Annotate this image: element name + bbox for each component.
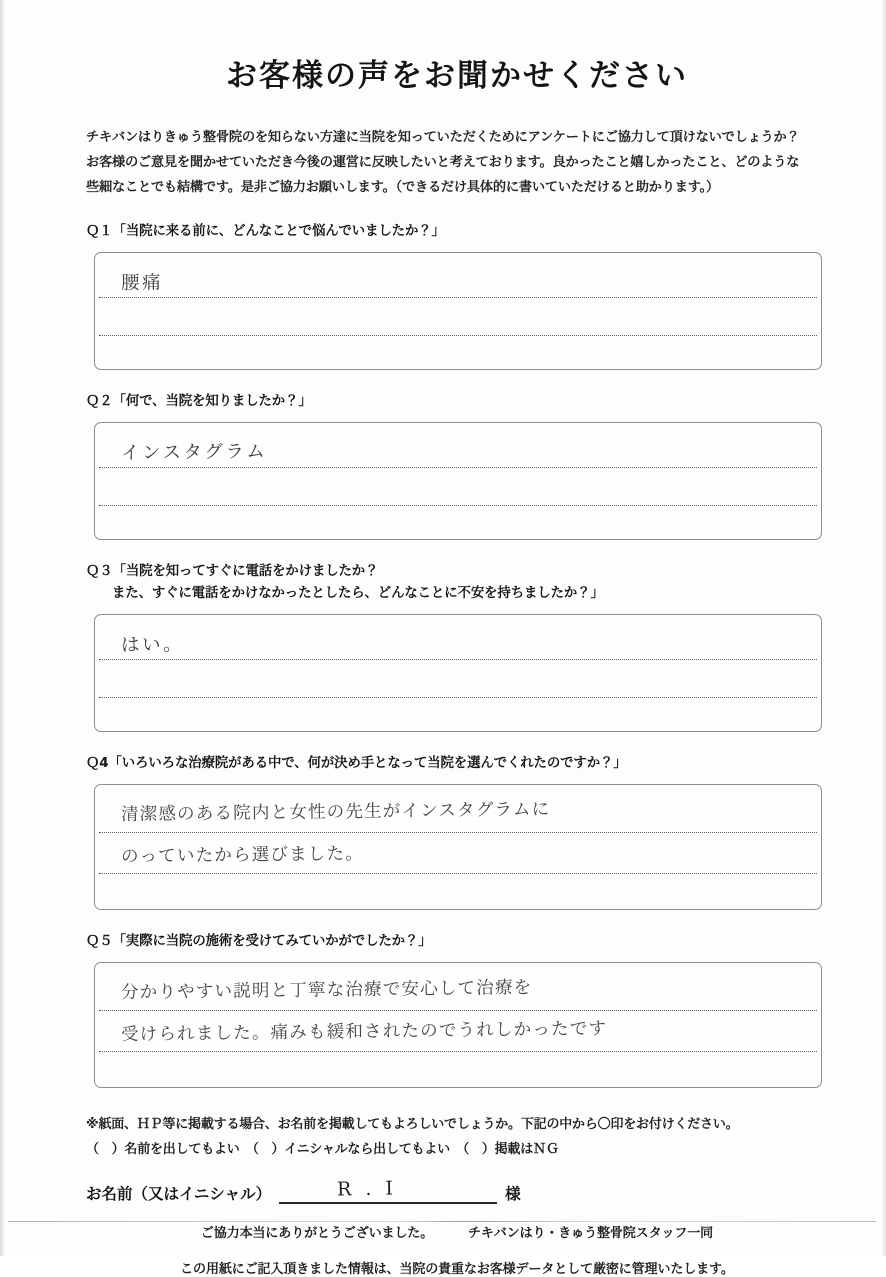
writing-rule <box>99 873 817 874</box>
consent-line-1: ※紙面、ＨＰ等に掲載する場合、お名前を掲載してもよろしいでしょうか。下記の中から〇印をお付けください。 <box>86 1117 739 1132</box>
writing-rule <box>99 335 817 336</box>
question-label-q3 <box>86 561 828 605</box>
handwritten-answer-q5-line1: 分かりやすい説明と丁寧な治療で安心して治療を <box>120 977 533 1003</box>
name-field-label: お名前（又はイニシャル） <box>86 1185 272 1203</box>
clinic-staff-signature: チキバンはり・きゅう整骨院スタッフ一同 <box>467 1226 714 1241</box>
name-field-suffix: 様 <box>505 1185 521 1203</box>
question-label-q5: Ｑ５「実際に当院の施術を受けてみていかがでしたか？」 <box>86 934 432 949</box>
question-label-q2: Ｑ２「何で、当院を知りましたか？」 <box>86 394 312 409</box>
question-label-q3-line1: Ｑ３「当院を知ってすぐに電話をかけましたか？ <box>86 564 379 579</box>
intro-paragraph <box>86 125 828 200</box>
question-label-q1: Ｑ１「当院に来る前に、どんなことで悩んでいましたか？」 <box>86 224 445 239</box>
handwritten-answer-q3-line2 <box>121 665 807 673</box>
scan-artifact-line <box>8 1221 876 1222</box>
question-label-q3-line2: また、すぐに電話をかけなかったとしたら、どんなことに不安を持ちましたか？」 <box>112 586 604 601</box>
name-row <box>86 1176 828 1204</box>
intro-line-2: お客様のご意見を聞かせていただき今後の運営に反映したいと考えております。良かったこと嬉しかったこと、どのような <box>86 155 800 170</box>
scan-edge-right <box>881 0 886 1256</box>
handwritten-answer-q1-line1: 腰痛 <box>120 272 164 294</box>
answer-box-q1[interactable] <box>94 252 822 370</box>
handwritten-answer-q2-line2 <box>121 473 807 481</box>
question-block-q2 <box>86 391 828 540</box>
handwritten-answer-q5-line2: 受けられました。痛みも緩和されたのでうれしかったです <box>120 1019 608 1045</box>
writing-rule <box>99 659 817 660</box>
answer-box-q5[interactable] <box>94 962 822 1088</box>
intro-line-3: 些細なことでも結構です。是非ご協力お願いします。（できるだけ具体的に書いていただけると助かります。） <box>86 180 720 195</box>
privacy-notice: この用紙にご記入頂きました情報は、当院の貴重なお客様データとして厳密に管理いたします。 <box>180 1262 734 1277</box>
answer-box-q2[interactable] <box>94 422 822 540</box>
handwritten-name-value: R . I <box>336 1177 398 1201</box>
writing-rule <box>99 832 817 833</box>
scan-edge-left <box>0 0 5 1256</box>
writing-rule <box>99 1051 817 1052</box>
consent-options[interactable]: （ ）名前を出してもよい （ ）イニシャルなら出してもよい （ ）掲載はＮＧ <box>86 1142 559 1157</box>
handwritten-answer-q3-line1: はい。 <box>120 634 185 656</box>
writing-rule <box>99 505 817 506</box>
question-label-q4: Ｑ4「いろいろな治療院がある中で、何が決め手となって当院を選んでくれたのですか？」 <box>86 756 627 771</box>
answer-box-q3[interactable] <box>94 614 822 732</box>
handwritten-answer-q4-line2: のっていたから選びました。 <box>120 844 365 867</box>
writing-rule <box>99 467 817 468</box>
question-block-q5 <box>86 931 828 1088</box>
writing-rule <box>99 697 817 698</box>
handwritten-answer-q1-line2 <box>121 303 807 311</box>
form-content <box>86 0 828 1277</box>
writing-rule <box>99 1010 817 1011</box>
question-block-q1 <box>86 221 828 370</box>
handwritten-answer-q4-line1: 清潔感のある院内と女性の先生がインスタグラムに <box>120 799 551 825</box>
question-block-q3 <box>86 561 828 732</box>
intro-line-1: チキバンはりきゅう整骨院のを知らない方達に当院を知っていただくためにアンケートにご協力して頂けないでしょうか？ <box>86 130 800 145</box>
question-block-q4 <box>86 753 828 910</box>
writing-rule <box>99 297 817 298</box>
thanks-line <box>86 1222 828 1241</box>
handwritten-answer-q2-line1: インスタグラム <box>120 441 268 464</box>
name-input[interactable] <box>279 1176 497 1204</box>
answer-box-q4[interactable] <box>94 784 822 910</box>
page-title: お客様の声をお聞かせください <box>226 58 688 94</box>
consent-section <box>86 1112 828 1162</box>
thanks-text: ご協力本当にありがとうございました。 <box>200 1226 434 1241</box>
